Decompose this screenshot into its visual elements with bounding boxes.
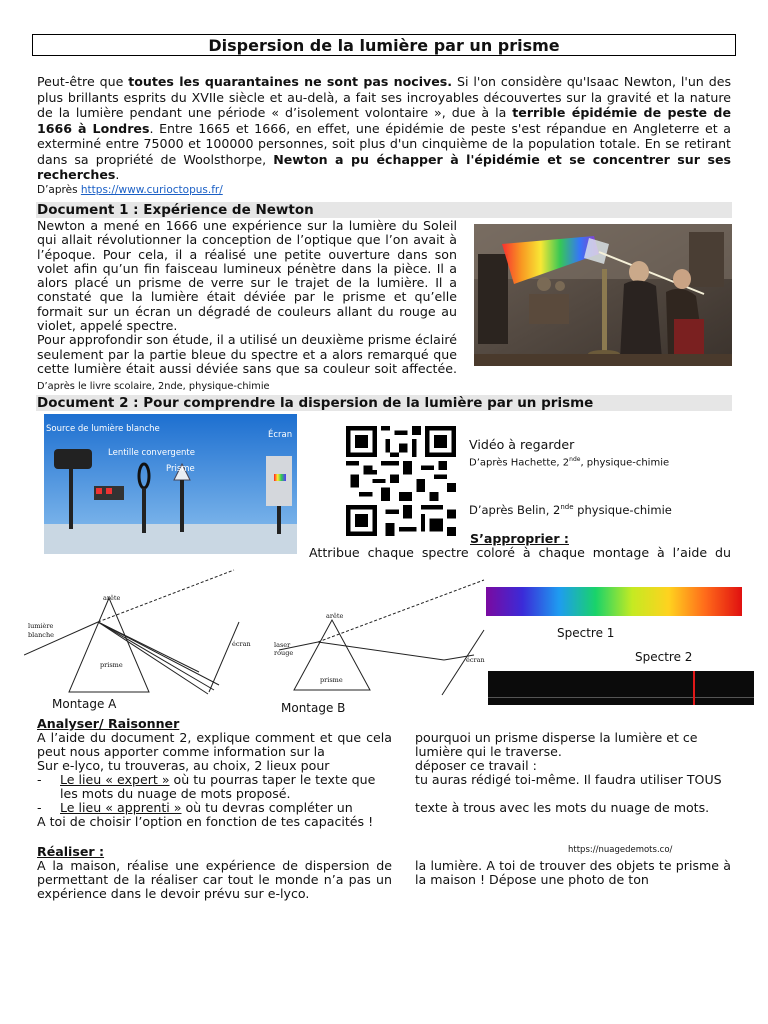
hachette-prefix: D’après Hachette, 2 <box>469 457 570 469</box>
montage-b-drawing <box>279 580 484 695</box>
doc1-text <box>37 219 457 395</box>
spectre-2-scale <box>488 697 754 698</box>
lieux-list <box>37 773 392 815</box>
realiser-left: A la maison, réalise une expérience de dispersion de permettant de la réaliser car tout le monde n’a pas un expérience dans le devoir prévu sur e-lyco. <box>37 858 392 901</box>
analyser-right <box>415 731 731 815</box>
curioctopus-link[interactable]: https://www.curioctopus.fr/ <box>80 183 223 196</box>
intro-text: . Entre 1665 et 1666, en effet, une épidémie de peste s'est répandue en Angleterre et a exterminé entre 75000 et 100000 personnes, soit plus d'un cinquième de la population totale. En se retirant dans sa propriété de Woolsthorpe, <box>37 120 731 167</box>
montage-a-label: Montage A <box>52 697 117 711</box>
spectre-1-image <box>486 587 742 616</box>
analyser-right-p1: pourquoi un prisme disperse la lumière et ce lumière qui le traverse. <box>415 730 698 759</box>
doc1-paragraph-2 <box>37 333 457 394</box>
a-prisme: prisme <box>100 661 123 669</box>
intro-source <box>37 183 731 199</box>
intro-paragraph <box>37 74 731 198</box>
analyser-left-p1: A l’aide du document 2, explique comment et que cela peut nous apporter comme information sur la <box>37 730 392 759</box>
montage-a-drawing <box>24 570 239 694</box>
nuage-link[interactable]: https://nuagedemots.co/ <box>568 845 673 855</box>
realiser-right: la lumière. A toi de trouver des objets te prisme à la maison ! Dépose une photo de ton <box>415 858 731 887</box>
lieu-expert-link[interactable]: Le lieu « expert » <box>60 772 170 787</box>
intro-bold: Newton a pu échapper à l'épidémie et se concentrer sur ses recherches <box>37 151 731 182</box>
b-rouge: rouge <box>274 649 294 657</box>
spectre-2-label: Spectre 2 <box>635 650 693 664</box>
b-arete: arête <box>326 612 344 620</box>
intro-bold: terrible épidémie de peste de 1666 à Londres <box>37 105 731 136</box>
analyser-right-p2: déposer ce travail : <box>415 758 537 773</box>
hachette-suffix: , physique-chimie <box>580 457 670 469</box>
analyser-right-p4: texte à trous avec les mots du nuage de mots. <box>415 800 710 815</box>
intro-text: Si l'on considère qu'Isaac Newton, l'un des plus brillants esprits du XVIIe siècle et au-delà, a fait ses incroyables découvertes sur la gravité et la nature de la lumière pendant une période « d’isolement volontaire », due à la <box>37 74 732 120</box>
a-lumiere: lumière <box>28 622 54 630</box>
intro-text: . <box>115 167 120 182</box>
label-prisme: Prisme <box>166 464 195 474</box>
source-prefix: D’après <box>37 183 81 196</box>
spectre-1-label: Spectre 1 <box>557 626 615 640</box>
belin-sup: nde <box>560 503 574 511</box>
label-ecran: Écran <box>268 430 293 440</box>
lieu-expert-text: où tu pourras taper le texte que <box>169 772 376 787</box>
approprier-text: Attribue chaque spectre coloré à chaque montage à l’aide du <box>309 545 731 560</box>
analyser-heading: Analyser/ Raisonner <box>37 716 180 731</box>
analyser-right-p3: tu auras rédigé toi-même. Il faudra utiliser TOUS <box>415 772 722 787</box>
lab-setup-image <box>44 414 297 554</box>
b-prisme: prisme <box>320 676 343 684</box>
doc2-heading: Document 2 : Pour comprendre la dispersion de la lumière par un prisme <box>36 395 732 411</box>
belin-prefix: D’après Belin, 2 <box>469 502 561 517</box>
approprier-heading: S’approprier : <box>470 531 569 546</box>
a-ecran: écran <box>232 640 251 648</box>
intro-bold: toutes les quarantaines ne sont pas nocives. <box>128 74 453 89</box>
label-source: Source de lumière blanche <box>46 424 160 434</box>
page-title: Dispersion de la lumière par un prisme <box>32 34 736 56</box>
belin-suffix: physique-chimie <box>573 502 672 517</box>
lieu-apprenti-link[interactable]: Le lieu « apprenti » <box>60 800 182 815</box>
doc1-heading: Document 1 : Expérience de Newton <box>36 202 732 218</box>
spectre-2-image <box>488 671 754 705</box>
analyser-left <box>37 731 392 829</box>
analyser-left-p3: A toi de choisir l’option en fonction de tes capacités ! <box>37 814 374 829</box>
lieu-expert-item <box>37 773 392 801</box>
lieu-expert-cont: les mots du nuage de mots proposé. <box>60 786 291 801</box>
lieu-apprenti-text: où tu devras compléter un <box>181 800 353 815</box>
a-arete: arête <box>103 594 121 602</box>
realiser-heading: Réaliser : <box>37 844 105 859</box>
b-laser: laser <box>274 641 291 649</box>
hachette-source <box>469 453 669 470</box>
video-label: Vidéo à regarder <box>469 437 575 452</box>
qr-code[interactable] <box>344 426 458 536</box>
hachette-sup: nde <box>569 456 581 463</box>
a-blanche: blanche <box>28 631 54 639</box>
montage-diagrams <box>24 560 494 710</box>
belin-source <box>469 500 672 517</box>
analyser-left-p2: Sur e-lyco, tu trouveras, au choix, 2 lieux pour <box>37 758 330 773</box>
doc1-source: D’après le livre scolaire, 2nde, physique-chimie <box>37 381 270 393</box>
spectre-2-red-line <box>693 671 695 705</box>
montage-b-label: Montage B <box>281 701 346 715</box>
label-lentille: Lentille convergente <box>108 448 195 458</box>
intro-text: Peut-être que <box>37 74 129 89</box>
doc1-paragraph-2-text: Pour approfondir son étude, il a utilisé un deuxième prisme éclairé seulement par la partie bleue du spectre et a alors remarqué que cette lumière était aussi déviée sans que sa couleur soit affectée. <box>37 332 457 376</box>
b-ecran: écran <box>466 656 485 664</box>
newton-experiment-image <box>474 224 732 366</box>
lieu-apprenti-item <box>37 801 392 815</box>
doc1-paragraph-1: Newton a mené en 1666 une expérience sur la lumière du Soleil qui allait révolutionner la conception de l’optique que l’on avait à l’époque. Pour cela, il a réalisé une petite ouverture dans son volet afin qu’un fin faisceau lumineux pénètre dans la pièce. Il a alors placé un prisme de verre sur le trajet de la lumière. Il a constaté que la lumière était déviée par le prisme et qu’elle formait sur un écran un dégradé de couleurs allant du rouge au violet, appelé spectre. <box>37 218 457 334</box>
